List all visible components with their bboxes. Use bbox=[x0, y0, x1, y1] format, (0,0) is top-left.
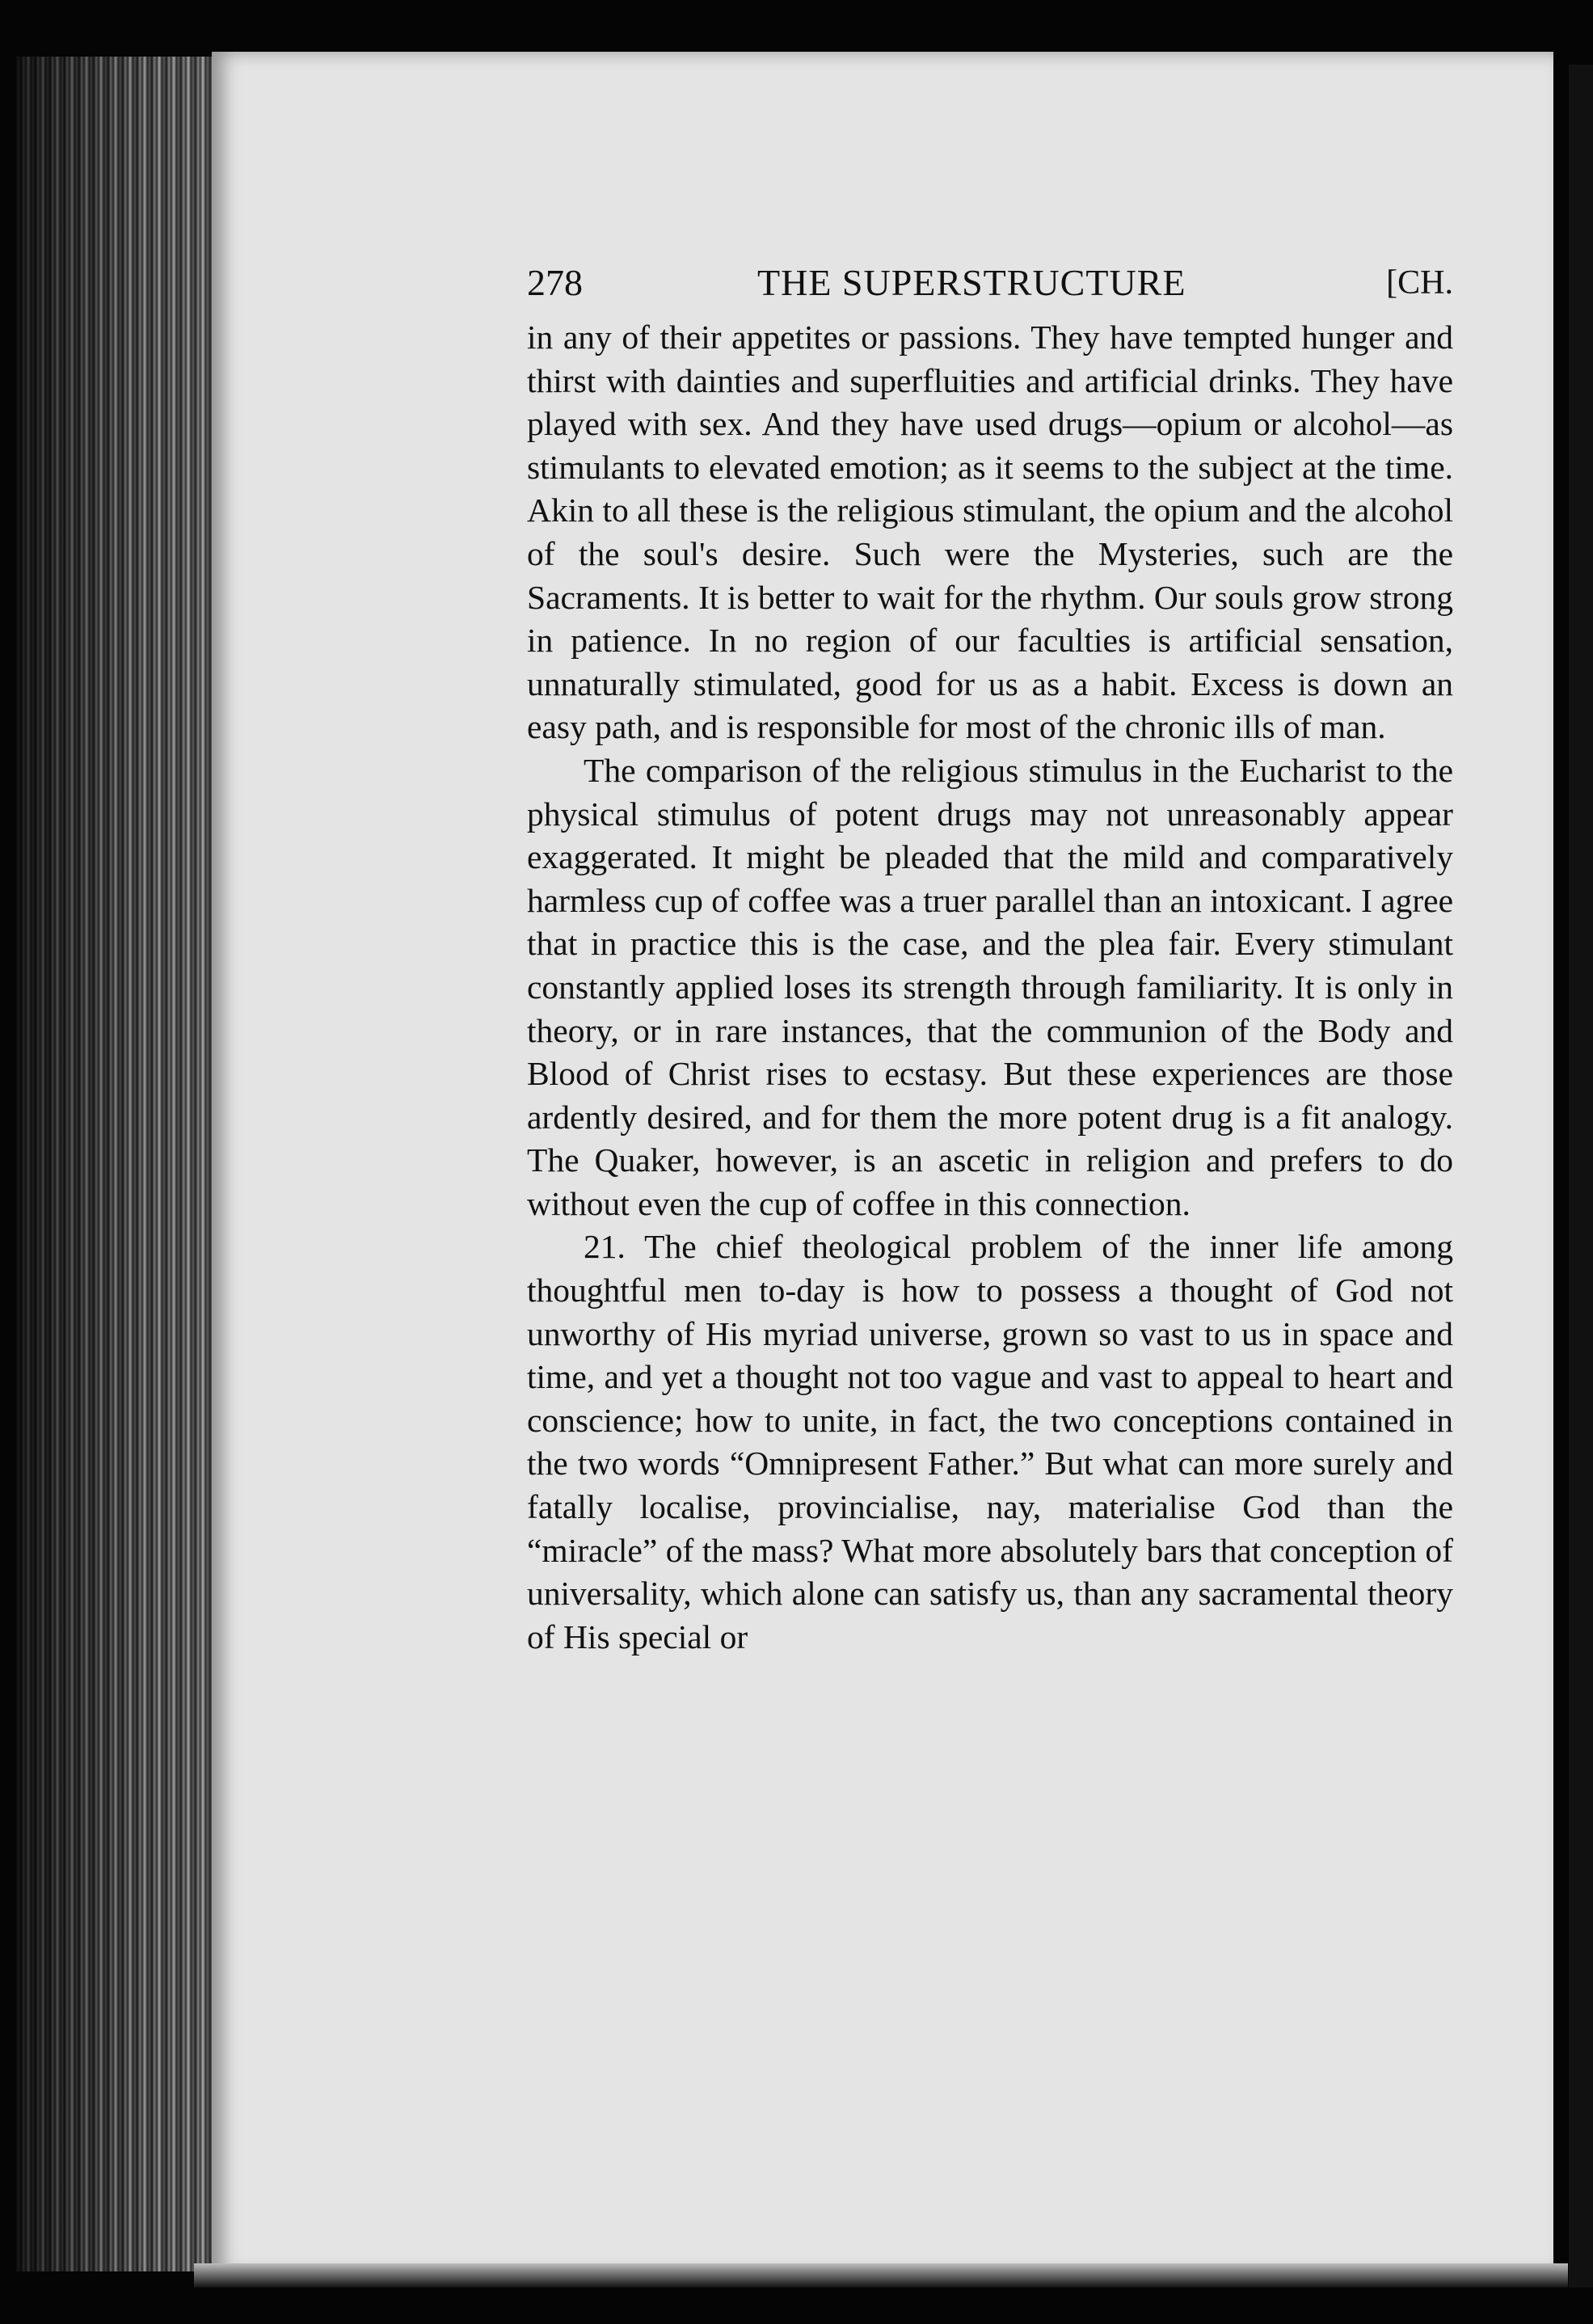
page-bottom-edge bbox=[194, 2263, 1568, 2288]
paragraph-text: The chief theological problem of the inner life among thoughtful men to-day is how to possess a thought of God not unworthy of His myriad universe, grown so vast to us in space and time, and yet a thought not too vague and vast to appeal to heart and conscience; how to unite, in fact, the two conceptions contained in the two words “Omnipresent Father.” But what can more surely and fatally localise, provincialise, nay, materialise God than the “miracle” of the mass? What more absolutely bars that conception of universality, which alone can satisfy us, than any sacramental theory of His special or bbox=[527, 1228, 1453, 1655]
page-number: 278 bbox=[527, 262, 583, 303]
running-title: THE SUPERSTRUCTURE bbox=[757, 262, 1186, 303]
running-head bbox=[527, 255, 1453, 311]
paragraph-continued bbox=[527, 316, 1453, 749]
paragraph-section-21 bbox=[527, 1225, 1453, 1659]
chapter-mark: [CH. bbox=[1386, 264, 1453, 302]
body-text bbox=[527, 316, 1453, 1659]
paragraph-text: in any of their appetites or passions. They have tempted hunger and thirst with dainties and superfluities and artificial drinks. They have played with sex. And they have used drugs—opium or alcohol—as stimulants to elevated emotion; as it seems to the subject at the time. Akin to all these is the religious stimulant, the opium and the alcohol of the soul's desire. Such were the Mysteries, such are the Sacraments. It is better to wait for the rhythm. Our souls grow strong in patience. In no region of our faculties is artificial sensation, unnaturally stimulated, good for us as a habit. Excess is down an easy path, and is responsible for most of the chronic ills of man. bbox=[527, 318, 1453, 746]
paragraph-eucharist-comparison bbox=[527, 749, 1453, 1226]
facing-page-edge bbox=[1569, 65, 1593, 2288]
paragraph-text: The comparison of the religious stimulus in the Eucharist to the physical stimulus of potent drugs may not unreasonably appear exaggerated. It might be pleaded that the mild and comparatively harmless cup of coffee was a truer parallel than an intoxicant. I agree that in practice this is the case, and the plea fair. Every stimulant constantly applied loses its strength through familiarity. It is only in theory, or in rare instances, that the communion of the Body and Blood of Christ rises to ecstasy. But these experiences are those ardently desired, and for them the more potent drug is a fit analogy. The Quaker, however, is an ascetic in religion and prefers to do without even the cup of coffee in this connection. bbox=[527, 751, 1453, 1222]
text-block bbox=[527, 255, 1453, 1659]
book-fore-edge bbox=[16, 57, 226, 2271]
section-number: 21. bbox=[584, 1228, 626, 1266]
